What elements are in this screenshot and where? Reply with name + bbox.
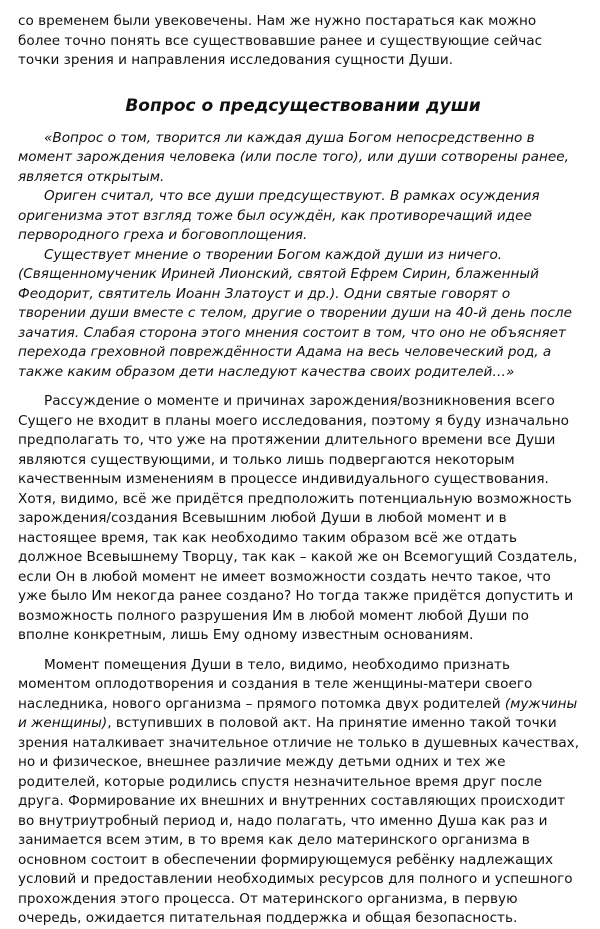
quote-paragraph: «Вопрос о том, творится ли каждая душа Богом непосредственно в момент зарождения человека (или после того), или души сотворены ранее, является открытым. <box>18 129 569 185</box>
body-paragraph-2-italic: (мужчины и женщины) <box>18 695 578 731</box>
section-title: Вопрос о предсуществовании души <box>125 95 481 116</box>
lead-in-paragraph: со временем были увековечены. Нам же нужно постараться как можно более точно понять все существовавшие ранее и существующие сейчас точки зрения и направления исследования сущности Души. <box>18 13 543 68</box>
body-paragraph-2-part-a: Момент помещения Души в тело, видимо, необходимо признать моментом оплодотворения и создания в теле женщины-матери своего наследника, нового организма – прямого потомка двух родителей <box>18 656 533 712</box>
quote-paragraph: Ориген считал, что все души предсуществуют. В рамках осуждения оригенизма этот взгляд тоже был осуждён, как противоречащий идее первородного греха и боговоплощения. <box>18 188 540 243</box>
body-paragraph-2 <box>18 656 580 929</box>
body-paragraph-2-part-b: , вступивших в половой акт. На принятие именно такой точки зрения наталкивает значительное отличие не только в душевных качествах, но и физическое, внешнее различие между детьми одних и тех же родителей, которые родились спустя незначительное время друг после друга. Формирование их внешних и внутренних составляющих происходит во внутриутробный период и, надо полагать, что именно Душа как раз и занимается всем этим, в то время как дело материнского организма в основном состоит в обеспечении формирующемуся ребёнку надлежащих условий и предоставлении необходимых ресурсов для полного и успешного прохождения этого процесса. От материнского организма, в первую очередь, ожидается питательная поддержка и общая безопасность. <box>18 715 580 926</box>
quote-block <box>18 129 580 383</box>
body-paragraph-1: Рассуждение о моменте и причинах зарождения/возникновения всего Сущего не входит в планы моего исследования, поэтому я буду изначально предполагать то, что уже на протяжении длительного времени все Души являются существующими, и только лишь подвергаются некоторым качественным изменениям в процессе индивидуального существования. Хотя, видимо, всё же придётся предположить потенциальную возможность зарождения/создания Всевышним любой Души в любой момент и в настоящее время, так как необходимо таким образом всё же отдать должное Всевышнему Творцу, так как – какой же он Всемогущий Создатель, если Он в любой момент не имеет возможности создать нечто такое, что уже было Им некогда ранее создано? Но тогда также придётся допустить и возможность полного разрушения Им в любой момент любой Души по вполне конкретным, лишь Ему одному известным основаниям. <box>18 393 578 643</box>
quote-paragraph: Существует мнение о творении Богом каждой души из ничего. (Священномученик Ириней Лионский, святой Ефрем Сирин, блаженный Феодорит, святитель Иоанн Златоуст и др.). Одни святые говорят о творении души вместе с телом, другие о творении души на 40-й день после зачатия. Слабая сторона этого мнения состоит в том, что оно не объясняет перехода греховной повреждённости Адама на весь человеческий род, а также каким образом дети наследуют качества своих родителей…» <box>18 246 572 380</box>
